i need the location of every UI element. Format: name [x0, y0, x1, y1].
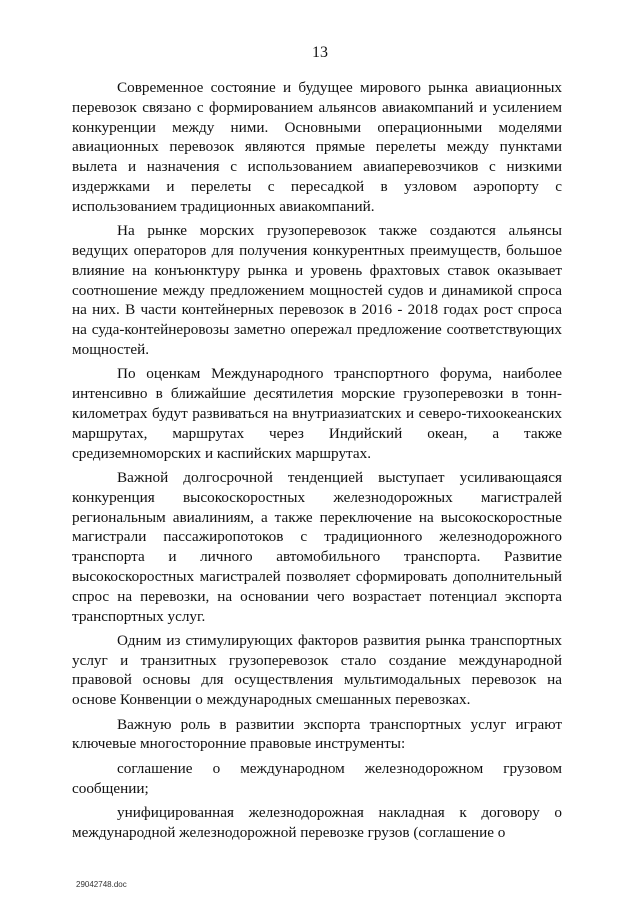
paragraph-legal-instruments-intro: Важную роль в развитии экспорта транспортных услуг играют ключевые многосторонние правовые инструменты:: [72, 715, 562, 753]
paragraph-aviation-market: Современное состояние и будущее мирового рынка авиационных перевозок связано с формированием альянсов авиакомпаний и усилением конкуренции между ними. Основными операционными моделями авиационных перевозок являются прямые перелеты между пунктами вылета и назначения с использованием авиаперевозчиков с низкими издержками и перелеты с пересадкой в узловом аэропорту с использованием традиционных авиакомпаний.: [72, 79, 562, 215]
paragraph-itf-forecast: По оценкам Международного транспортного форума, наиболее интенсивно в ближайшие десятилетия морские грузоперевозки в тонн-километрах будут развиваться на внутриазиатских и северо-тихоокеанских маршрутах, маршрутах через Индийский океан, а также средиземноморских и каспийских маршрутах.: [72, 365, 562, 462]
footer-filename: 29042748.doc: [76, 880, 127, 889]
list-item-rail-freight-agreement: соглашение о международном железнодорожном грузовом сообщении;: [72, 759, 562, 797]
paragraph-maritime-alliances: На рынке морских грузоперевозок также создаются альянсы ведущих операторов для получения конкурентных преимуществ, большое влияние на конъюнктуру рынка и уровень фрахтовых ставок оказывает соотношение между предложением мощностей судов и динамикой спроса на них. В части контейнерных перевозок в 2016 - 2018 годах рост спроса на суда-контейнеровозы заметно опережал предложение соответствующих мощностей.: [72, 222, 562, 358]
page-number: 13: [312, 44, 328, 61]
list-item-unified-waybill: унифицированная железнодорожная накладная к договору о международной железнодорожной перевозке грузов (соглашение о: [72, 804, 562, 841]
document-body: [72, 78, 562, 847]
paragraph-legal-framework: Одним из стимулирующих факторов развития рынка транспортных услуг и транзитных грузоперевозок стало создание международной правовой основы для осуществления мультимодальных перевозок на основе Конвенции о международных смешанных перевозках.: [72, 631, 562, 709]
paragraph-high-speed-rail: Важной долгосрочной тенденцией выступает усиливающаяся конкуренция высокоскоростных железнодорожных магистралей региональным авиалиниям, а также переключение на высокоскоростные магистрали пассажиропотоков с традиционного железнодорожного транспорта и личного автомобильного транспорта. Развитие высокоскоростных магистралей позволяет сформировать дополнительный спрос на перевозки, на основании чего возрастает потенциал экспорта транспортных услуг.: [72, 468, 562, 625]
